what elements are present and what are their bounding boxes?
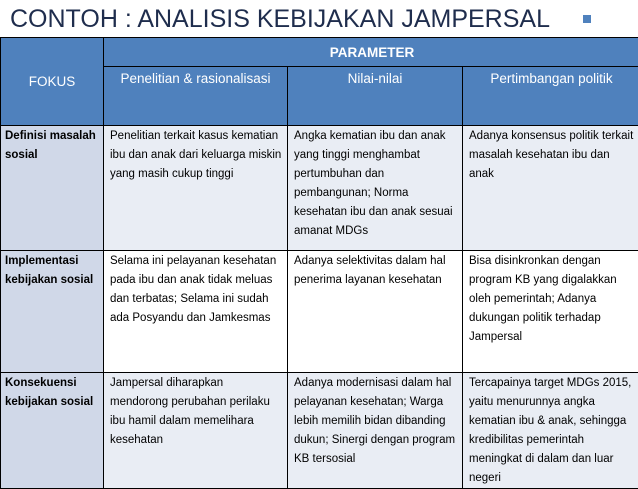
- analysis-table: [0, 37, 638, 489]
- header-parameter: PARAMETER: [104, 38, 638, 67]
- title-bullet-icon: [583, 15, 591, 23]
- table-cell: Adanya modernisasi dalam hal pelayanan kesehatan; Warga lebih memilih bidan dibanding dukun; Sinergi dengan program KB tersosial: [288, 373, 463, 489]
- table-cell: Jampersal diharapkan mendorong perubahan perilaku ibu hamil dalam memelihara kesehatan: [104, 373, 288, 489]
- header-col-research: Penelitian & rasionalisasi: [104, 67, 288, 126]
- table-row: [1, 126, 638, 251]
- table-cell: Angka kematian ibu dan anak yang tinggi menghambat pertumbuhan dan pembangunan; Norma kesehatan ibu dan anak sesuai amanat MDGs: [288, 126, 463, 251]
- table-cell: Selama ini pelayanan kesehatan pada ibu dan anak tidak meluas dan terbatas; Selama ini sudah ada Posyandu dan Jamkesmas: [104, 251, 288, 373]
- header-focus: FOKUS: [1, 38, 104, 126]
- header-col-politics: Pertimbangan politik: [463, 67, 638, 126]
- table-row: [1, 373, 638, 489]
- table-cell: Tercapainya target MDGs 2015, yaitu menurunnya angka kematian ibu & anak, sehingga kredibilitas pemerintah meningkat di dalam dan luar negeri: [463, 373, 638, 489]
- row-label: Implementasi kebijakan sosial: [1, 251, 104, 373]
- table-cell: Adanya selektivitas dalam hal penerima layanan kesehatan: [288, 251, 463, 373]
- table-cell: Bisa disinkronkan dengan program KB yang digalakkan oleh pemerintah; Adanya dukungan politik terhadap Jampersal: [463, 251, 638, 373]
- row-label: Konsekuensi kebijakan sosial: [1, 373, 104, 489]
- row-label: Definisi masalah sosial: [1, 126, 104, 251]
- page-title: CONTOH : ANALISIS KEBIJAKAN JAMPERSAL: [10, 2, 550, 36]
- table-cell: Adanya konsensus politik terkait masalah kesehatan ibu dan anak: [463, 126, 638, 251]
- header-col-values: Nilai-nilai: [288, 67, 463, 126]
- table-row: [1, 251, 638, 373]
- table-cell: Penelitian terkait kasus kematian ibu dan anak dari keluarga miskin yang masih cukup tinggi: [104, 126, 288, 251]
